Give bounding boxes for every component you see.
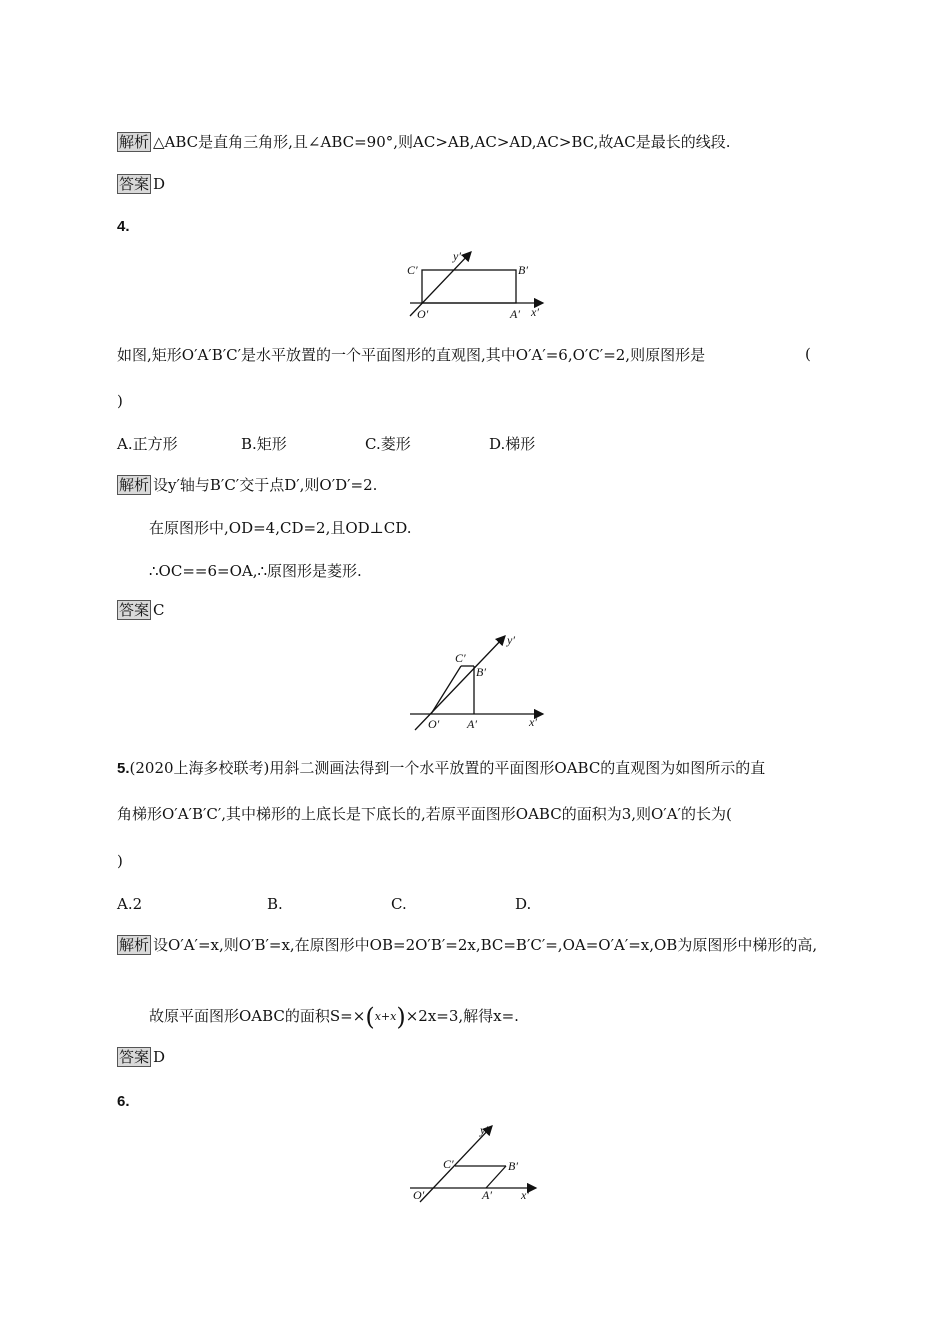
label-b: B′: [476, 665, 486, 679]
question-4-number: 4.: [117, 218, 130, 235]
analysis-tag: 解析: [119, 476, 150, 494]
analysis-tag: 解析: [119, 936, 150, 954]
option-d: D.: [515, 895, 532, 913]
question-4-options: [117, 434, 613, 454]
question-5-number: 5.: [117, 760, 130, 777]
option-a: A.正方形: [117, 435, 178, 453]
segment-ba: [486, 1166, 506, 1188]
question-5-stem-line-2: 角梯形O′A′B′C′,其中梯形的上底长是下底长的,若原平面图形OABC的面积为3,则O′A′的长为(: [117, 805, 732, 823]
fraction-expression: x+x: [374, 1010, 397, 1023]
option-d: D.梯形: [489, 435, 536, 453]
question-4-stem: 如图,矩形O′A′B′C′是水平放置的一个平面图形的直观图,其中O′A′=6,O′C′=2,则原图形是: [117, 346, 706, 364]
answer-tag: 答案: [119, 175, 150, 193]
analysis-tag: 解析: [119, 133, 150, 151]
label-c: C′: [455, 651, 466, 665]
analysis-text: △ABC是直角三角形,且∠ABC=90°,则AC>AB,AC>AD,AC>BC,故AC是最长的线段.: [153, 133, 731, 151]
question-4-analysis-line-2: 在原图形中,OD=4,CD=2,且OD⊥CD.: [149, 519, 412, 537]
question-4-answer: [117, 600, 165, 620]
label-y: y′: [507, 633, 515, 647]
option-b: B.: [267, 895, 283, 913]
option-c: C.菱形: [365, 435, 411, 453]
left-paren: (: [365, 1003, 375, 1031]
label-x: x′: [521, 1188, 529, 1202]
label-o: O′: [417, 307, 429, 321]
label-b: B′: [518, 263, 528, 277]
label-c: C′: [443, 1157, 454, 1171]
option-a: A.2: [117, 895, 143, 913]
label-a: A′: [467, 717, 477, 731]
question-5-answer: [117, 1047, 165, 1067]
answer-value: D: [153, 1048, 166, 1066]
rectangle: [422, 270, 516, 303]
label-x: x′: [531, 305, 539, 319]
option-b: B.矩形: [241, 435, 287, 453]
answer-line: [117, 174, 165, 194]
question-5-text: (2020上海多校联考)用斜二测画法得到一个水平放置的平面图形OABC的直观图为如图所示的直: [129, 759, 766, 777]
analysis-text: 设y′轴与B′C′交于点D′,则O′D′=2.: [153, 476, 378, 494]
label-o: O′: [428, 717, 440, 731]
label-b: B′: [508, 1159, 518, 1173]
figure-q4-rectangle: [405, 248, 555, 320]
analysis-text-b: ×2x=3,解得x=.: [405, 1007, 519, 1025]
label-y: y′: [480, 1123, 488, 1137]
figure-q4-rhombus-sketch: [405, 632, 555, 732]
right-paren: ): [396, 1003, 406, 1031]
answer-value: D: [153, 175, 166, 193]
question-4-paren-close: ): [117, 392, 123, 410]
segment-oc: [431, 666, 461, 714]
figure-q6-parallelogram: [410, 1122, 550, 1204]
analysis-text-a: 故原平面图形OABC的面积S=×: [149, 1007, 366, 1025]
question-5-stem-line-1: [117, 758, 765, 779]
answer-tag: 答案: [119, 601, 150, 619]
answer-tag: 答案: [119, 1048, 150, 1066]
label-o: O′: [413, 1188, 425, 1202]
question-5-analysis-line-2: [149, 1003, 519, 1031]
question-4-analysis-line-3: ∴OC==6=OA,∴原图形是菱形.: [149, 562, 362, 580]
label-a: A′: [510, 307, 520, 321]
label-c: C′: [407, 263, 418, 277]
question-6-number: 6.: [117, 1093, 130, 1110]
question-4-paren-open: (: [805, 345, 811, 363]
option-c: C.: [391, 895, 407, 913]
question-5-analysis: [117, 935, 817, 955]
answer-value: C: [153, 601, 165, 619]
analysis-text: 设O′A′=x,则O′B′=x,在原图形中OB=2O′B′=2x,BC=B′C′=,OA=O′A′=x,OB为原图形中梯形的高,: [153, 936, 818, 954]
question-5-options: [117, 894, 639, 914]
label-y: y′: [453, 249, 461, 263]
label-x: x′: [529, 715, 537, 729]
label-a: A′: [482, 1188, 492, 1202]
question-5-paren-close: ): [117, 852, 123, 870]
question-4-analysis: [117, 475, 377, 495]
analysis-line: [117, 132, 730, 152]
